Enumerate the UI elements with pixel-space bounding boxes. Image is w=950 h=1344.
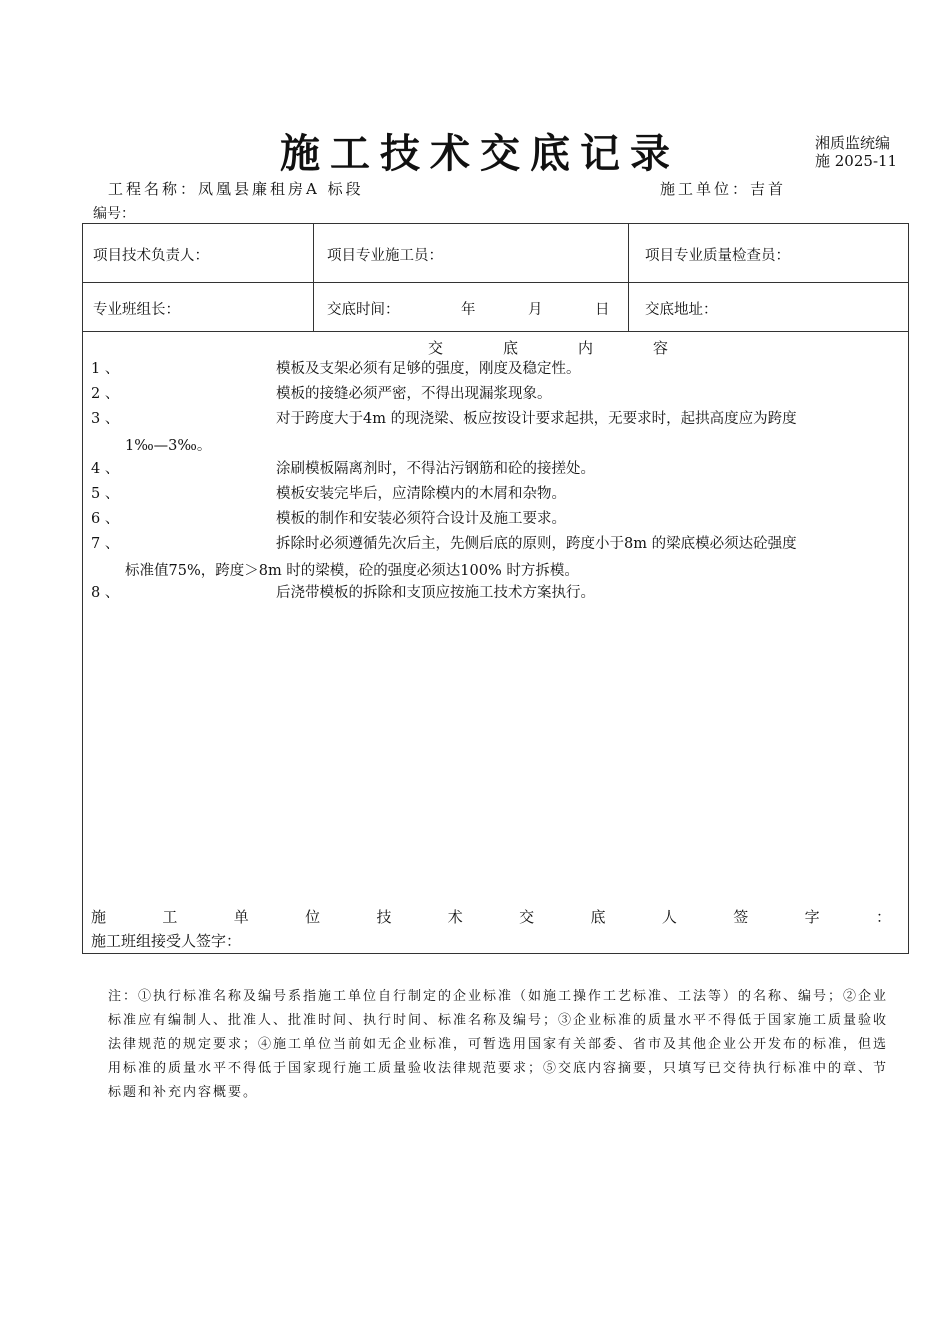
item-number: 4 、 (91, 461, 120, 477)
item-text: 模板及支架必须有足够的强度，刚度及稳定性。 (276, 361, 581, 377)
receiver-signature: 施工班组接受人签字： (91, 932, 242, 950)
item-text: 对于跨度大于4m 的现浇梁、板应按设计要求起拱，无要求时，起拱高度应为跨度 (276, 411, 797, 427)
row-divider (83, 331, 908, 332)
day-label: 日 (595, 302, 610, 318)
footnote: 注：①执行标准名称及编号系指施工单位自行制定的企业标准（如施工操作工艺标准、工法等）的名称、编号；②企业标准应有编制人、批准人、批准时间、执行时间、标准名称及编号；③企业标准的质量水平不得低于国家施工质量验收法律规范的规定要求；④施工单位当前如无企业标准，可暂选用国家有关部委、省市及其他企业公开发布的标准，但选用标准的质量水平不得低于国家现行施工质量验收法律规范要求；⑤交底内容摘要，只填写已交待执行标准中的章、节标题和补充内容概要。 (108, 989, 889, 1100)
item-continuation: 1‰—3‰。 (125, 438, 212, 454)
signature-char: 术 (447, 908, 463, 926)
signature-char: 位 (305, 908, 321, 926)
item-text: 模板的接缝必须严密，不得出现漏浆现象。 (276, 386, 552, 402)
quality-inspector-label: 项目专业质量检查员： (645, 248, 790, 264)
signature-char: 工 (162, 908, 178, 926)
form-reference (815, 134, 897, 170)
signature-char: 字 (804, 908, 820, 926)
record-table (82, 223, 909, 954)
tech-lead-label: 项目技术负责人： (93, 248, 209, 264)
column-divider (628, 224, 629, 331)
signature-char: 人 (661, 908, 677, 926)
item-text: 拆除时必须遵循先次后主，先侧后底的原则，跨度小于8m 的梁底模必须达砼强度 (276, 536, 797, 552)
column-divider (313, 224, 314, 331)
signature-char: 施 (91, 908, 107, 926)
item-number: 3 、 (91, 411, 120, 427)
item-number: 1 、 (91, 361, 120, 377)
content-heading-char: 底 (503, 339, 519, 357)
item-number: 5 、 (91, 486, 120, 502)
signature-char: ： (875, 908, 891, 926)
item-text: 后浇带模板的拆除和支顶应按施工技术方案执行。 (276, 585, 595, 601)
project-name: 工程名称：凤凰县廉租房A 标段 (108, 180, 364, 198)
page-title: 施工技术交底记录 (280, 131, 680, 177)
month-label: 月 (528, 302, 543, 318)
record-number: 编号： (93, 206, 135, 222)
disclosure-address-label: 交底地址： (645, 302, 718, 318)
form-reference-line1: 湘质监统编 (815, 134, 891, 152)
form-reference-line2: 施 2025-11 (815, 152, 898, 170)
signature-char: 底 (590, 908, 606, 926)
item-number: 6 、 (91, 511, 120, 527)
construction-staff-label: 项目专业施工员： (327, 248, 443, 264)
signature-char: 交 (519, 908, 535, 926)
item-text: 模板安装完毕后，应清除模内的木屑和杂物。 (276, 486, 566, 502)
item-text: 涂刷模板隔离剂时，不得沾污钢筋和砼的接搓处。 (276, 461, 595, 477)
content-heading-char: 内 (578, 339, 594, 357)
item-text: 模板的制作和安装必须符合设计及施工要求。 (276, 511, 566, 527)
signature-char: 技 (376, 908, 392, 926)
construction-unit: 施工单位：吉首 (660, 180, 787, 198)
signature-char: 签 (733, 908, 749, 926)
item-number: 7 、 (91, 536, 120, 552)
year-label: 年 (461, 302, 476, 318)
disclosure-time-label: 交底时间： (327, 302, 400, 318)
item-number: 2 、 (91, 386, 120, 402)
content-heading-char: 容 (653, 339, 669, 357)
team-leader-label: 专业班组长： (93, 302, 180, 318)
signature-char: 单 (233, 908, 249, 926)
content-heading-char: 交 (428, 339, 444, 357)
item-number: 8 、 (91, 585, 120, 601)
content-heading (428, 337, 668, 358)
item-continuation: 标准值75%，跨度＞8m 时的梁模，砼的强度必须达100% 时方拆模。 (125, 563, 579, 579)
row-divider (83, 282, 908, 283)
technical-disclosure-signature (91, 906, 891, 927)
